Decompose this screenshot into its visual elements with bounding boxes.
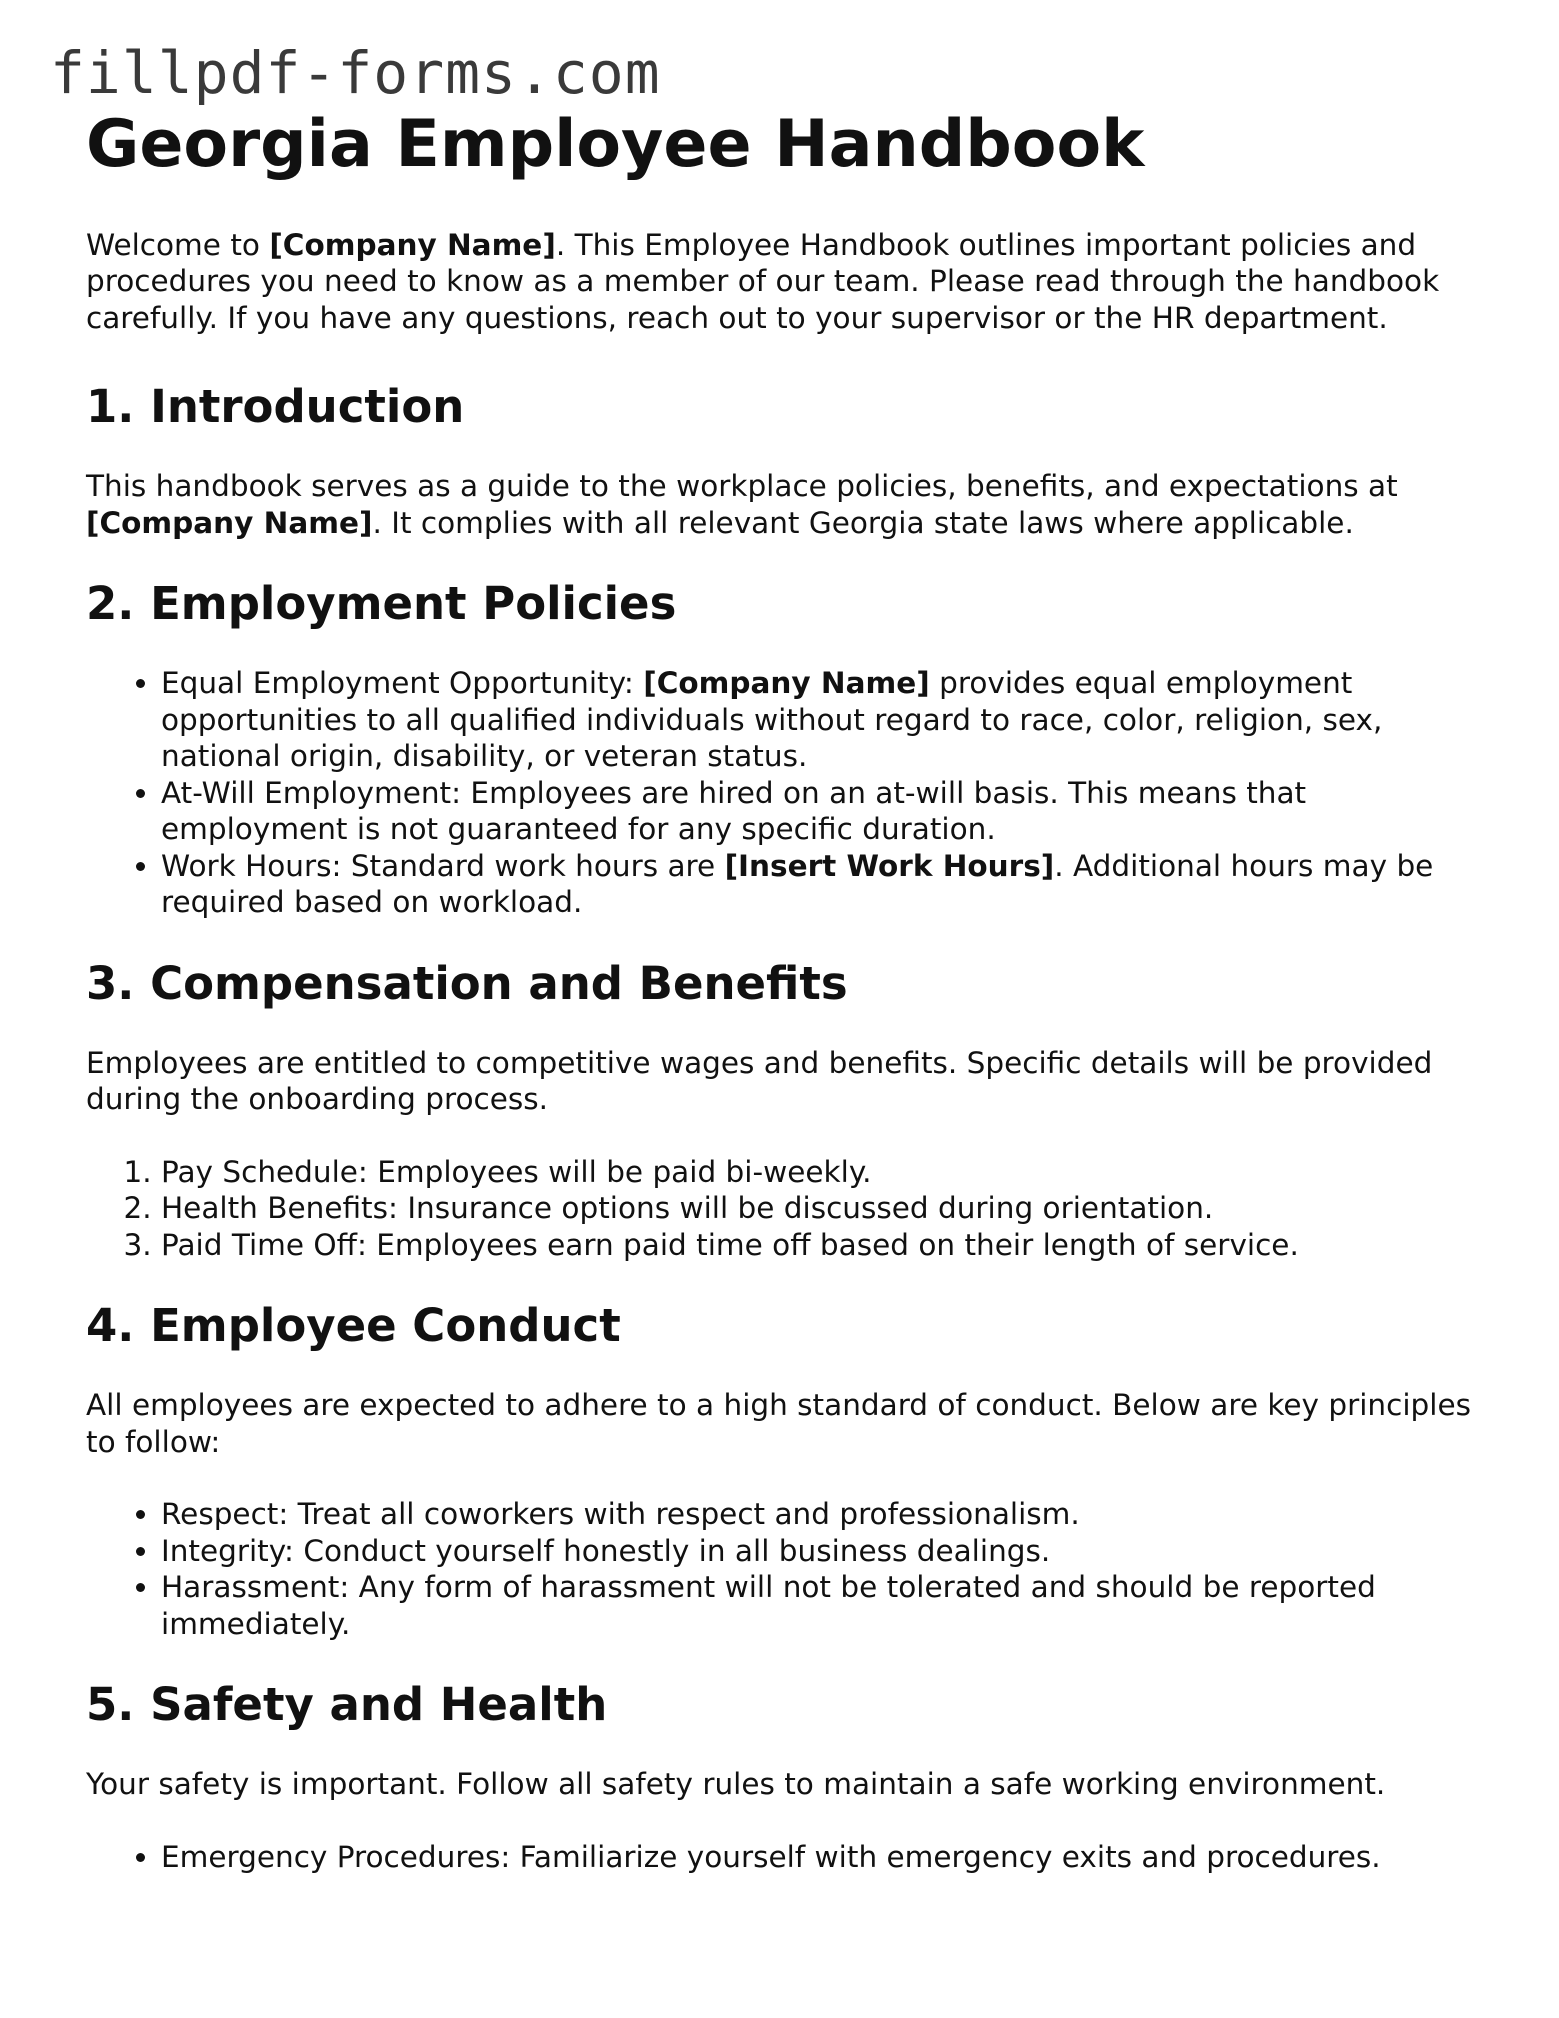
list-item: • Emergency Procedures: Familiarize yourself with emergency exits and procedures. [161,1839,1486,1876]
intro-text-post: . It complies with all relevant Georgia state laws where applicable. [372,505,1354,540]
safety-paragraph: Your safety is important. Follow all safety rules to maintain a safe working environment. [86,1767,1386,1802]
introduction-paragraph [86,468,1486,541]
list-item: 1. Pay Schedule: Employees will be paid bi-weekly. [161,1154,1486,1191]
section-heading-safety: 5. Safety and Health [86,1678,608,1732]
safety-list [86,1839,1486,1876]
compensation-paragraph: Employees are entitled to competitive wages and benefits. Specific details will be provided during the onboarding process. [86,1045,1433,1117]
list-item: 3. Paid Time Off: Employees earn paid time off based on their length of service. [161,1227,1486,1264]
intro-text-pre: This handbook serves as a guide to the workplace policies, benefits, and expectations at [86,469,1398,504]
conduct-list [86,1496,1486,1642]
eeo-text-pre: Equal Employment Opportunity: [161,666,644,701]
hours-text-post: . Additional hours may be required based on workload. [161,848,1434,920]
section-heading-conduct: 4. Employee Conduct [86,1299,621,1353]
list-item: • Respect: Treat all coworkers with respect and professionalism. [161,1496,1486,1533]
compensation-list [86,1154,1486,1264]
section-heading-employment-policies: 2. Employment Policies [86,577,677,631]
hours-text-pre: Work Hours: Standard work hours are [161,848,725,883]
conduct-paragraph: All employees are expected to adhere to a high standard of conduct. Below are key principles to follow: [86,1388,1471,1459]
eeo-text-post: provides equal employment opportunities to all qualified individuals without regard to race, color, religion, sex, national origin, disability, or veteran status. [161,666,1383,774]
company-name-placeholder: [Company Name] [643,666,930,701]
section-heading-introduction: 1. Introduction [86,380,465,434]
list-item: • Integrity: Conduct yourself honestly in all business dealings. [161,1533,1486,1570]
welcome-text-post: . This Employee Handbook outlines important policies and procedures you need to know as a member of our team. Please read through the handbook carefully. If you have any questions, reach out to your supervisor or the HR department. [86,227,1440,335]
company-name-placeholder: [Company Name] [86,505,373,540]
work-hours-placeholder: [Insert Work Hours] [724,848,1055,883]
list-item: 2. Health Benefits: Insurance options will be discussed during orientation. [161,1190,1486,1227]
list-item [161,665,1486,775]
welcome-text-pre: Welcome to [86,227,270,262]
section-heading-compensation: 3. Compensation and Benefits [86,956,848,1010]
list-item [161,848,1486,921]
document-page [86,108,1486,1911]
watermark: fillpdf-forms.com [50,39,661,107]
company-name-placeholder: [Company Name] [269,227,556,262]
list-item: • Harassment: Any form of harassment will not be tolerated and should be reported immediately. [161,1569,1486,1642]
page-title: Georgia Employee Handbook [86,107,1145,182]
employment-policies-list [86,665,1486,921]
list-item: • At-Will Employment: Employees are hired on an at-will basis. This means that employment is not guaranteed for any specific duration. [161,775,1486,848]
welcome-paragraph [86,227,1486,337]
